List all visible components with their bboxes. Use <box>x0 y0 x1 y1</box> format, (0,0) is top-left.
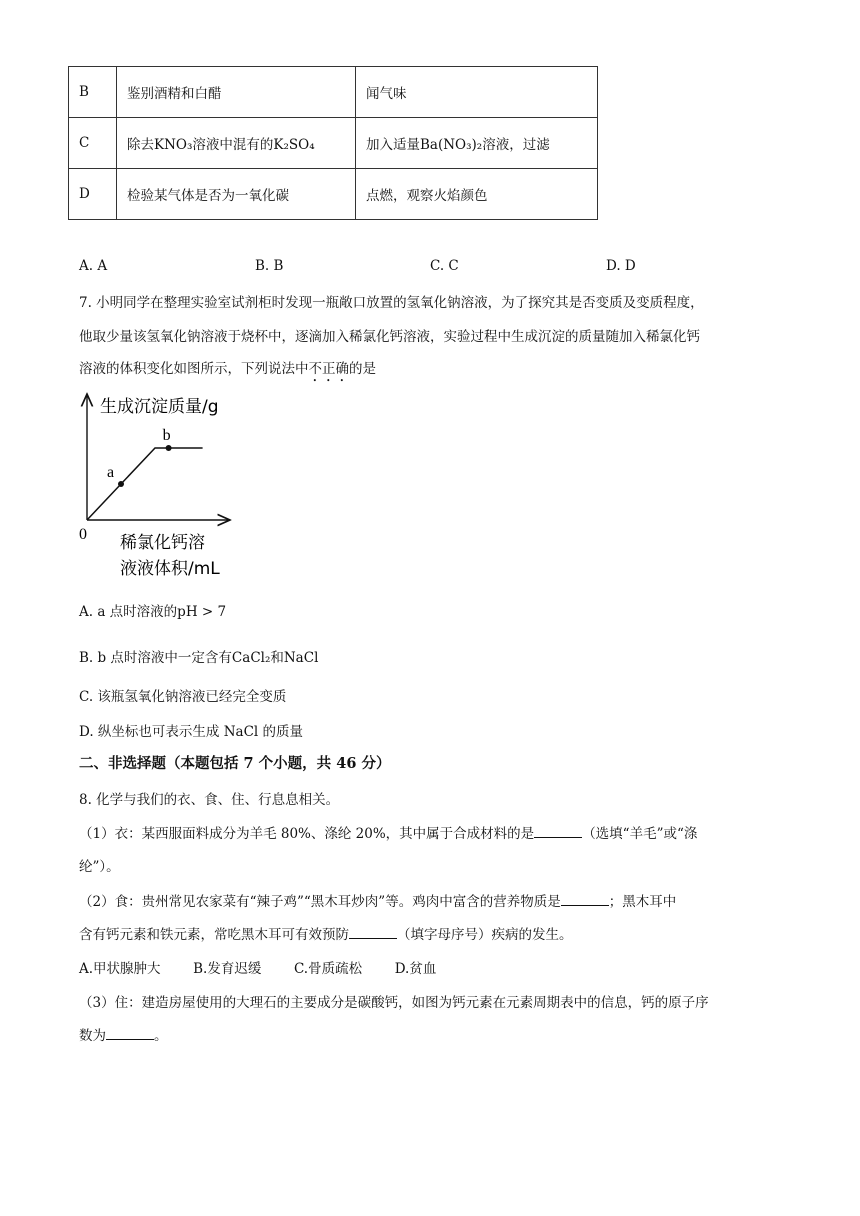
q7-line-3-post: 的是 <box>349 361 376 377</box>
options-table <box>68 66 598 220</box>
point-a <box>118 481 124 487</box>
q8-part3-line1: （3）住：建造房屋使用的大理石的主要成分是碳酸钙，如图为钙元素在元素周期表中的信息，钙的原子序 <box>79 995 709 1011</box>
q8-part1-line2: 纶”）。 <box>79 859 120 875</box>
row-label: C <box>69 118 117 169</box>
row-method: 除去KNO₃溶液中混有的K₂SO₄ <box>117 118 356 169</box>
q8-part2-text-end: ；黑木耳中 <box>608 894 677 910</box>
q7-option-a: A. a 点时溶液的pH > 7 <box>79 604 227 620</box>
q8-part1-line1 <box>79 822 697 842</box>
choice-c: C.骨质疏松 <box>293 961 363 977</box>
row-operation: 点燃，观察火焰颜色 <box>356 169 598 220</box>
q8-part2-line2 <box>79 923 573 943</box>
table-row <box>69 169 598 220</box>
answer-blank[interactable] <box>349 926 397 939</box>
q8-part1-text-end: （选填“羊毛”或“涤 <box>582 826 698 842</box>
q6-choice-c: C. C <box>430 258 459 274</box>
q7-line-2: 他取少量该氢氧化钠溶液于烧杯中，逐滴加入稀氯化钙溶液，实验过程中生成沉淀的质量随加入稀氯化钙 <box>79 329 700 345</box>
choice-d: D.贫血 <box>394 961 437 977</box>
row-method: 鉴别酒精和白醋 <box>117 67 356 118</box>
q8-part3-text-end: 。 <box>154 1028 168 1044</box>
q7-emphasis: 不正确 <box>308 361 349 377</box>
table-row <box>69 118 598 169</box>
row-label: B <box>69 67 117 118</box>
choice-b: B.发育迟缓 <box>193 961 262 977</box>
point-label-a: a <box>107 464 115 481</box>
q8-part2-text-2-end: （填字母序号）疾病的发生。 <box>397 927 573 943</box>
precipitate-chart <box>70 388 270 588</box>
answer-blank[interactable] <box>106 1027 154 1040</box>
q7-option-d: D. 纵坐标也可表示生成 NaCl 的质量 <box>79 724 304 740</box>
q8-part2-choices <box>79 957 436 977</box>
q7-option-c: C. 该瓶氢氧化钠溶液已经完全变质 <box>79 689 287 705</box>
q8-stem: 8. 化学与我们的衣、食、住、行息息相关。 <box>79 792 340 808</box>
origin-label: 0 <box>79 526 87 543</box>
row-operation: 闻气味 <box>356 67 598 118</box>
point-b <box>166 445 172 451</box>
q7-line-1: 7. 小明同学在整理实验室试剂柜时发现一瓶敞口放置的氢氧化钠溶液，为了探究其是否变质及变质程度， <box>79 295 704 311</box>
row-method: 检验某气体是否为一氧化碳 <box>117 169 356 220</box>
q8-part2-text: （2）食：贵州常见农家菜有“辣子鸡”“黑木耳炒肉”等。鸡肉中富含的营养物质是 <box>79 894 561 910</box>
y-axis-label: 生成沉淀质量/g <box>100 397 219 417</box>
q8-part3-text: 数为 <box>79 1028 106 1044</box>
q7-option-b: B. b 点时溶液中一定含有CaCl₂和NaCl <box>79 650 319 666</box>
series-layer <box>87 448 203 520</box>
q7-line-3 <box>79 357 376 385</box>
q6-choice-d: D. D <box>606 258 636 274</box>
x-axis-label-line-1: 稀氯化钙溶 <box>120 533 205 553</box>
choice-a: A.甲状腺肿大 <box>79 961 161 977</box>
point-label-b: b <box>162 427 171 444</box>
table-row <box>69 67 598 118</box>
q8-part1-text: （1）衣：某西服面料成分为羊毛 80%、涤纶 20%，其中属于合成材料的是 <box>79 826 535 842</box>
q8-part2-line1 <box>79 890 676 910</box>
x-axis-label-line-2: 液液体积/mL <box>120 559 220 579</box>
row-operation: 加入适量Ba(NO₃)₂溶液，过滤 <box>356 118 598 169</box>
series-line-0 <box>87 448 203 520</box>
q6-choice-b: B. B <box>255 258 284 274</box>
q8-part3-line2 <box>79 1024 168 1044</box>
q6-choice-a: A. A <box>79 258 108 274</box>
answer-blank[interactable] <box>534 825 582 838</box>
section-2-title: 二、非选择题（本题包括 7 个小题，共 46 分） <box>79 755 391 772</box>
q7-line-3-pre: 溶液的体积变化如图所示，下列说法中 <box>79 361 309 377</box>
answer-blank[interactable] <box>561 893 609 906</box>
points-layer <box>107 427 172 487</box>
q8-part2-text-2: 含有钙元素和铁元素，常吃黑木耳可有效预防 <box>79 927 349 943</box>
row-label: D <box>69 169 117 220</box>
